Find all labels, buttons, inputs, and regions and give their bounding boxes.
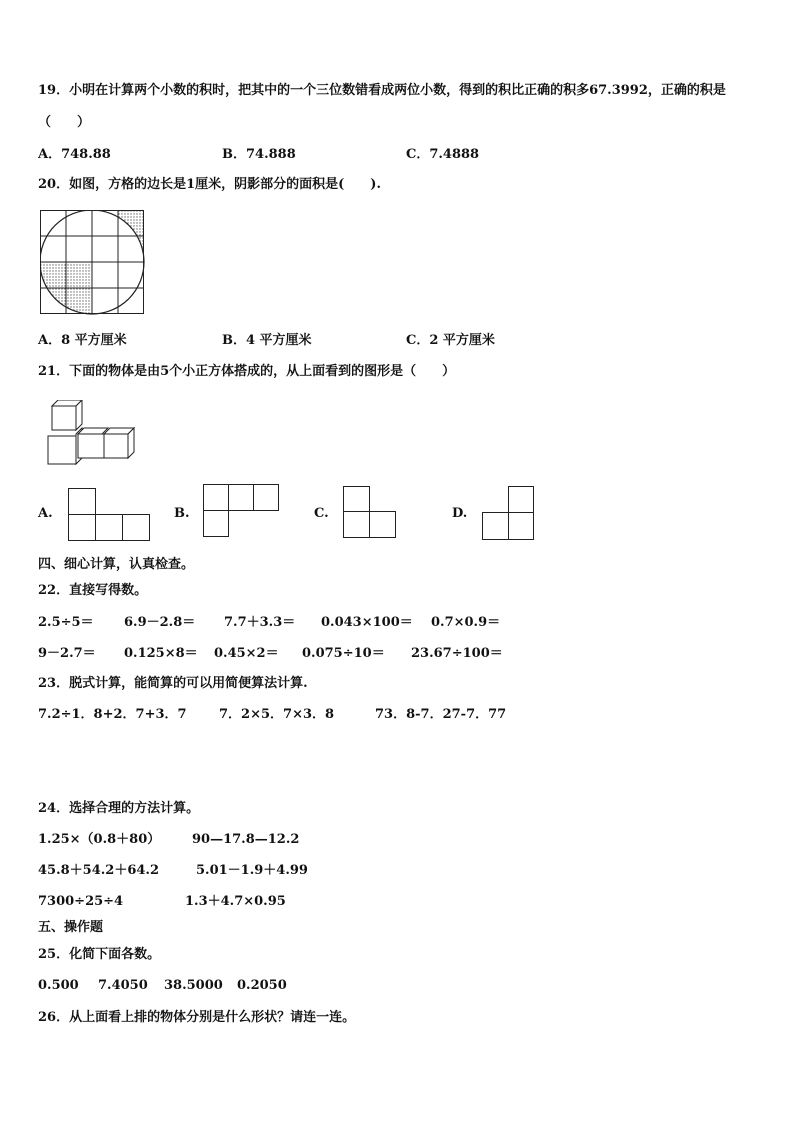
q20-option-c: C．2 平方厘米 (406, 333, 495, 348)
q21-option-c-shape (342, 485, 400, 541)
q25-text: 25．化简下面各数。 (38, 947, 161, 962)
q21-option-d-shape (481, 485, 539, 543)
q22-item: 7.7＋3.3＝ (224, 615, 296, 630)
q24-item: 5.01－1.9＋4.99 (196, 863, 308, 878)
q20-option-a: A．8 平方厘米 (38, 333, 127, 348)
q22-item: 2.5÷5＝ (38, 615, 94, 630)
q22-item: 0.7×0.9＝ (431, 615, 501, 630)
q19-option-c: C．7.4888 (406, 147, 480, 162)
q21-option-c-label: C. (314, 506, 329, 521)
q22-item: 6.9－2.8＝ (124, 615, 196, 630)
q26-text: 26．从上面看上排的物体分别是什么形状？请连一连。 (38, 1010, 356, 1025)
q23-item: 73．8-7．27-7．77 (375, 707, 507, 722)
q21-option-d-label: D. (452, 506, 468, 521)
q20-option-b: B．4 平方厘米 (222, 333, 312, 348)
q22-item: 0.125×8＝ (124, 646, 198, 661)
q24-item: 1.25×（0.8＋80） (38, 832, 161, 847)
q21-option-b-label: B. (174, 506, 190, 521)
q24-item: 1.3＋4.7×0.95 (185, 894, 286, 909)
q19-text: 19．小明在计算两个小数的积时，把其中的一个三位数错看成两位小数，得到的积比正确的积多67.3992，正确的积是 (38, 83, 726, 98)
q25-item: 0.500 (38, 978, 79, 993)
q25-item: 7.4050 (98, 978, 148, 993)
q20-text: 20．如图，方格的边长是1厘米，阴影部分的面积是( ). (38, 177, 381, 192)
q19-blank: （ ） (38, 115, 91, 130)
section-5-heading: 五、操作题 (38, 920, 104, 935)
q21-option-b-shape (202, 483, 282, 539)
q23-item: 7．2×5．7×3．8 (219, 707, 335, 722)
q21-text: 21．下面的物体是由5个小正方体搭成的，从上面看到的图形是（ ） (38, 364, 456, 379)
q24-item: 7300÷25÷4 (38, 894, 124, 909)
q25-item: 0.2050 (237, 978, 287, 993)
q21-option-a-label: A. (38, 506, 53, 521)
q23-item: 7.2÷1．8+2．7+3．7 (38, 707, 187, 722)
q24-item: 90—17.8—12.2 (192, 832, 300, 847)
q19-option-a: A．748.88 (38, 147, 111, 162)
q22-item: 9－2.7＝ (38, 646, 96, 661)
q24-text: 24．选择合理的方法计算。 (38, 801, 200, 816)
q22-text: 22．直接写得数。 (38, 583, 148, 598)
q19-option-b: B．74.888 (222, 147, 296, 162)
q25-item: 38.5000 (164, 978, 223, 993)
q22-item: 0.043×100＝ (321, 615, 413, 630)
q23-text: 23．脱式计算，能简算的可以用简便算法计算. (38, 676, 308, 691)
q24-item: 45.8＋54.2＋64.2 (38, 863, 159, 878)
section-4-heading: 四、细心计算，认真检查。 (38, 557, 195, 572)
q22-item: 0.45×2＝ (214, 646, 279, 661)
q21-option-a-shape (67, 487, 153, 543)
q22-item: 23.67÷100＝ (411, 646, 503, 661)
q22-item: 0.075÷10＝ (302, 646, 385, 661)
q20-grid-circle-figure (40, 210, 148, 318)
q21-cubes-figure (44, 400, 138, 466)
